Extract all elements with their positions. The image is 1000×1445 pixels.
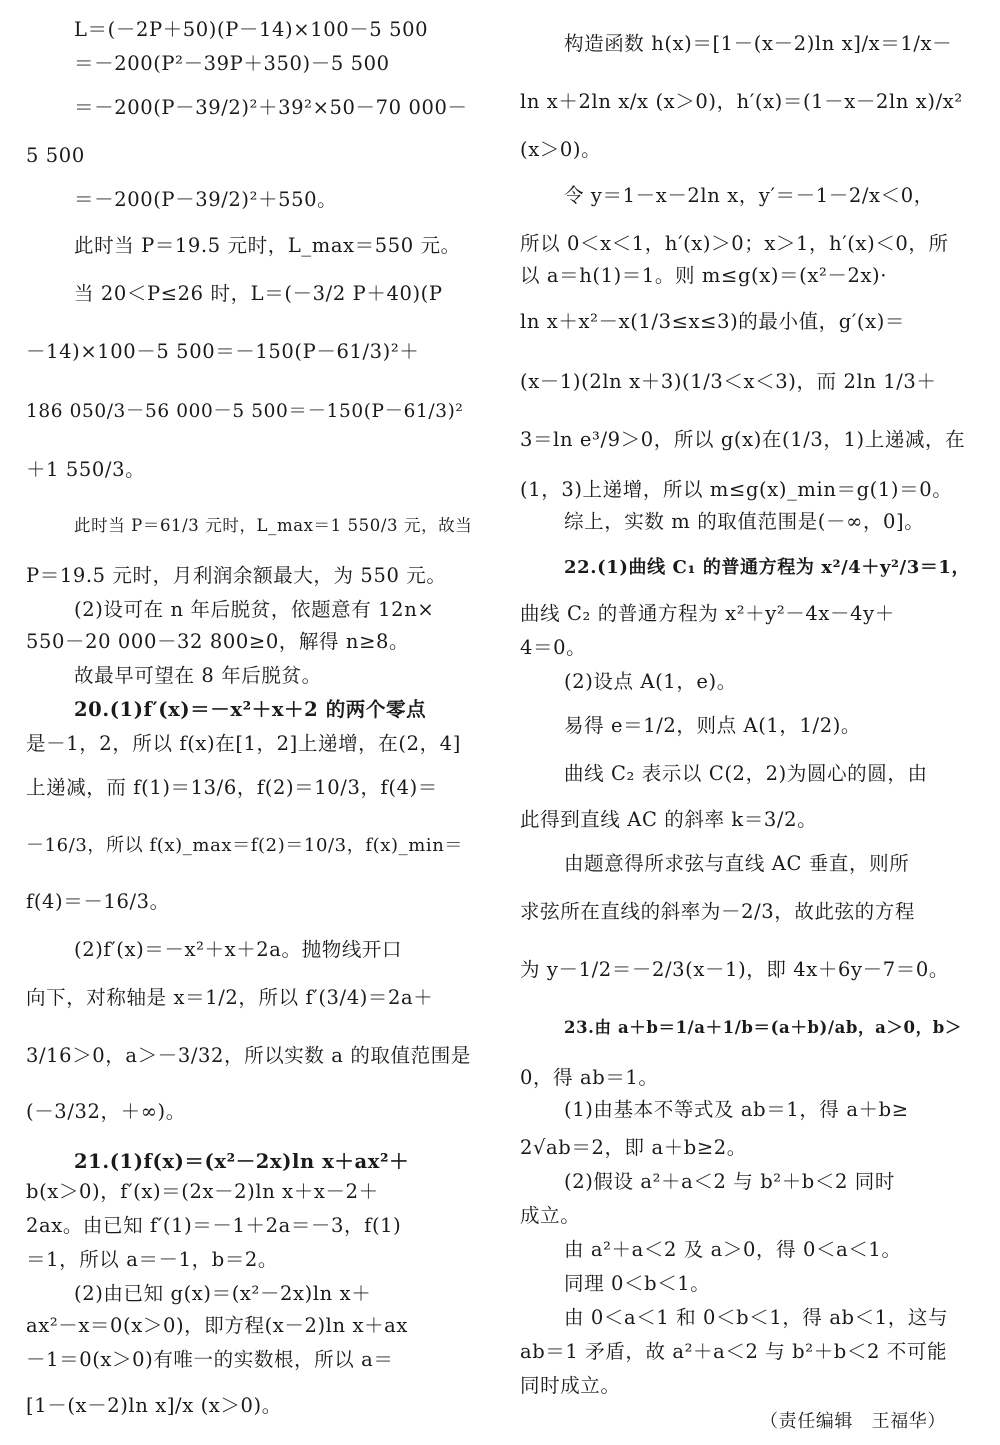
text-line: 以 a＝h(1)＝1。则 m≤g(x)＝(x²－2x)·: [520, 264, 888, 287]
text-line: －14)×100－5 500＝－150(P－61/3)²＋: [26, 340, 420, 363]
text-line: 向下，对称轴是 x＝1/2，所以 f′(3/4)＝2a＋: [26, 986, 434, 1009]
text-line: 成立。: [520, 1204, 581, 1227]
problem-20-heading: 20.(1)f′(x)＝－x²＋x＋2 的两个零点: [74, 698, 427, 721]
text-line: ＝－200(P－39/2)²＋550。: [74, 188, 338, 211]
text-line: ＝1，所以 a＝－1，b＝2。: [26, 1248, 279, 1271]
text-line: 所以 0＜x＜1，h′(x)＞0；x＞1，h′(x)＜0，所: [520, 232, 949, 255]
text-line: 曲线 C₂ 表示以 C(2，2)为圆心的圆，由: [564, 762, 928, 785]
text-line: (2)设点 A(1，e)。: [564, 670, 737, 693]
text-line: 2ax。由已知 f′(1)＝－1＋2a＝－3，f(1): [26, 1214, 402, 1237]
text-line: L＝(－2P＋50)(P－14)×100－5 500: [74, 18, 429, 41]
text-line: P＝19.5 元时，月利润余额最大，为 550 元。: [26, 564, 447, 587]
column-divider: [496, 8, 497, 1428]
text-line: 550－20 000－32 800≥0，解得 n≥8。: [26, 630, 410, 653]
text-line: 上递减，而 f(1)＝13/6，f(2)＝10/3，f(4)＝: [26, 776, 438, 799]
text-line: ＝－200(P－39/2)²＋39²×50－70 000－: [74, 96, 468, 119]
text-line: 此时当 P＝61/3 元时，L_max＝1 550/3 元，故当: [74, 516, 473, 535]
text-line: 由 a²＋a＜2 及 a＞0，得 0＜a＜1。: [564, 1238, 902, 1261]
text-line: 5 500: [26, 144, 85, 167]
text-line: 3/16＞0，a＞－3/32，所以实数 a 的取值范围是: [26, 1044, 471, 1067]
text-line: ＋1 550/3。: [26, 458, 146, 481]
text-line: 2√ab＝2，即 a＋b≥2。: [520, 1136, 747, 1159]
text-line: (2)设可在 n 年后脱贫，依题意有 12n×: [74, 598, 435, 621]
text-line: 4＝0。: [520, 636, 587, 659]
problem-21-heading: 21.(1)f(x)＝(x²－2x)ln x＋ax²＋: [74, 1150, 410, 1173]
text-line: ln x＋2ln x/x (x＞0)，h′(x)＝(1－x－2ln x)/x²: [520, 90, 963, 113]
text-line: 易得 e＝1/2，则点 A(1，1/2)。: [564, 714, 862, 737]
text-line: －16/3，所以 f(x)_max＝f(2)＝10/3，f(x)_min＝: [26, 835, 464, 856]
text-line: b(x＞0)，f′(x)＝(2x－2)ln x＋x－2＋: [26, 1180, 379, 1203]
text-line: 构造函数 h(x)＝[1－(x－2)ln x]/x＝1/x－: [564, 32, 953, 55]
text-line: ax²－x＝0(x＞0)，即方程(x－2)ln x＋ax: [26, 1314, 408, 1337]
text-line: 由题意得所求弦与直线 AC 垂直，则所: [564, 852, 910, 875]
text-line: 同时成立。: [520, 1374, 621, 1397]
text-line: (－3/32，＋∞)。: [26, 1100, 186, 1123]
text-line: 由 0＜a＜1 和 0＜b＜1，得 ab＜1，这与: [564, 1306, 949, 1329]
text-line: 是－1，2，所以 f(x)在[1，2]上递增，在(2，4]: [26, 732, 461, 755]
text-line: 故最早可望在 8 年后脱贫。: [74, 664, 322, 687]
text-line: (x＞0)。: [520, 138, 602, 161]
text-line: f(4)＝－16/3。: [26, 890, 170, 913]
text-line: (2)由已知 g(x)＝(x²－2x)ln x＋: [74, 1282, 372, 1305]
text-line: 此时当 P＝19.5 元时，L_max＝550 元。: [74, 234, 461, 257]
text-line: (1)由基本不等式及 ab＝1，得 a＋b≥: [564, 1098, 909, 1121]
text-line: 同理 0＜b＜1。: [564, 1272, 711, 1295]
text-line: 为 y－1/2＝－2/3(x－1)，即 4x＋6y－7＝0。: [520, 958, 949, 981]
problem-23-heading: 23.由 a＋b＝1/a＋1/b＝(a＋b)/ab，a＞0，b＞: [564, 1018, 962, 1037]
text-line: (2)假设 a²＋a＜2 与 b²＋b＜2 同时: [564, 1170, 895, 1193]
text-line: 3＝ln e³/9＞0，所以 g(x)在(1/3，1)上递减，在: [520, 428, 966, 451]
text-line: ln x＋x²－x(1/3≤x≤3)的最小值，g′(x)＝: [520, 310, 906, 333]
text-line: ＝－200(P²－39P＋350)－5 500: [74, 52, 390, 75]
problem-22-heading: 22.(1)曲线 C₁ 的普通方程为 x²/4＋y²/3＝1，: [564, 557, 971, 578]
text-line: 186 050/3－56 000－5 500＝－150(P－61/3)²: [26, 401, 464, 422]
text-line: 此得到直线 AC 的斜率 k＝3/2。: [520, 808, 818, 831]
text-line: 综上，实数 m 的取值范围是(－∞，0]。: [564, 510, 925, 533]
text-line: ab＝1 矛盾，故 a²＋a＜2 与 b²＋b＜2 不可能: [520, 1340, 948, 1363]
text-line: (x－1)(2ln x＋3)(1/3＜x＜3)，而 2ln 1/3＋: [520, 370, 937, 393]
editor-credit: （责任编辑 王福华）: [760, 1411, 946, 1432]
text-line: [1－(x－2)ln x]/x (x＞0)。: [26, 1394, 282, 1417]
text-line: 令 y＝1－x－2ln x，y′＝－1－2/x＜0，: [564, 184, 934, 207]
text-line: (1，3)上递增，所以 m≤g(x)_min＝g(1)＝0。: [520, 478, 953, 501]
text-line: 曲线 C₂ 的普通方程为 x²＋y²－4x－4y＋: [520, 602, 895, 625]
text-line: －1＝0(x＞0)有唯一的实数根，所以 a＝: [26, 1348, 394, 1371]
text-line: 0，得 ab＝1。: [520, 1066, 659, 1089]
text-line: 求弦所在直线的斜率为－2/3，故此弦的方程: [520, 900, 915, 923]
text-line: 当 20＜P≤26 时，L＝(－3/2 P＋40)(P: [74, 282, 443, 305]
text-line: (2)f′(x)＝－x²＋x＋2a。抛物线开口: [74, 938, 403, 961]
